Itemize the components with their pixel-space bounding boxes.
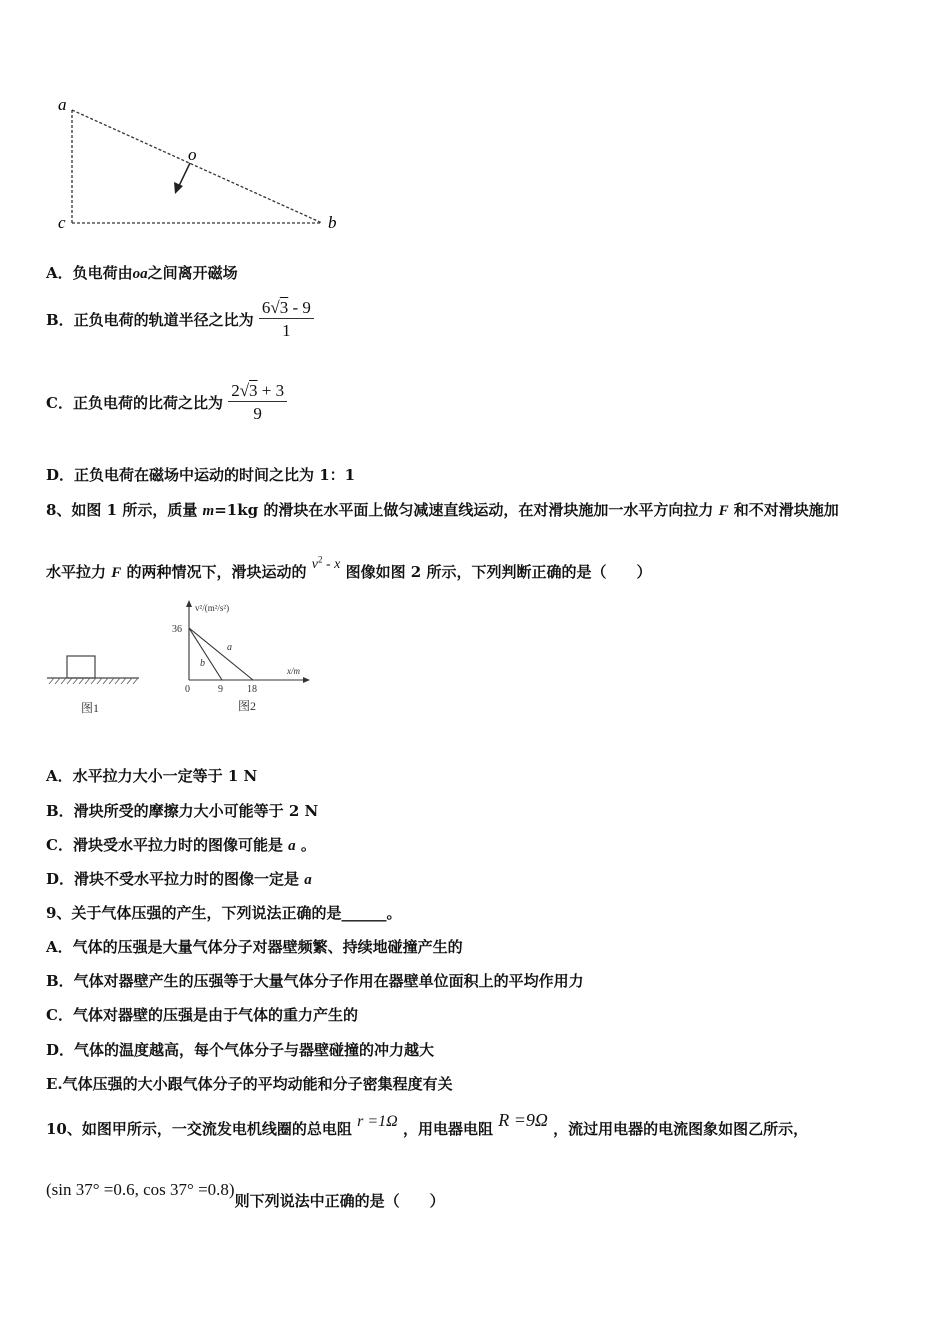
tick-0: 0: [185, 684, 190, 695]
y-axis-label: v²/(m²/s²): [195, 603, 230, 613]
tick-18: 18: [247, 684, 257, 695]
line-a: [189, 628, 253, 680]
triangle-figure: [50, 88, 350, 238]
q7-option-b: B．正负电荷的轨道半径之比为 $\frac{6√3 - 9}{1}$: [46, 298, 314, 341]
q8-option-c: C．滑块受水平拉力时的图像可能是 a 。: [46, 836, 316, 854]
q8-stem-line1: 8、如图 1 所示，质量 m=1kg 的滑块在水平面上做匀减速直线运动，在对滑块施加一水平方向拉力 F 和不对滑块施加: [46, 501, 839, 519]
R-formula: R =9Ω: [498, 1110, 548, 1130]
q9-stem: 9、关于气体压强的产生，下列说法正确的是______。: [46, 904, 402, 922]
q9-option-b: B．气体对器壁产生的压强等于大量气体分子作用在器壁单位面积上的平均作用力: [46, 972, 584, 990]
x-axis-label: x/m: [287, 666, 300, 676]
q8-stem-line2: 水平拉力 F 的两种情况下，滑块运动的 $v^2$ - x 图像如图 2 所示，下列判断正确的是（ ）: [46, 554, 652, 581]
block-figure: [45, 650, 145, 718]
q9-option-a: A．气体的压强是大量气体分子对器壁频繁、持续地碰撞产生的: [46, 938, 463, 956]
label-b: b: [328, 213, 337, 232]
q7-option-c: C．正负电荷的比荷之比为 $\frac{2√3 + 3}{9}$: [46, 381, 287, 424]
q10-stem-line2: (sin 37° =0.6, cos 37° =0.8)则下列说法中正确的是（ ）: [46, 1180, 445, 1210]
line-b-label: b: [200, 658, 205, 669]
q9-option-e: E.气体压强的大小跟气体分子的平均动能和分子密集程度有关: [46, 1075, 453, 1093]
q10-stem-line1: 10、如图甲所示，一交流发电机线圈的总电阻 r =1Ω ，用电器电阻 R =9Ω ，流过用电器的电流图象如图乙所示，: [46, 1110, 809, 1138]
fraction-b: $\frac{6√3 - 9}{1}$: [259, 298, 314, 341]
q8-option-a: A．水平拉力大小一定等于 1 N: [46, 767, 258, 785]
v2x-graph: [165, 598, 315, 720]
label-a: a: [58, 95, 67, 114]
v2-x-formula: $v^2$ - x: [311, 554, 341, 572]
trig-formula: (sin 37° =0.6, cos 37° =0.8): [46, 1180, 235, 1199]
label-c: c: [58, 213, 66, 232]
fig2-caption: 图2: [238, 699, 257, 713]
q9-option-d: D．气体的温度越高，每个气体分子与器壁碰撞的冲力越大: [46, 1041, 435, 1059]
line-a-label: a: [227, 642, 232, 653]
q7-option-d: D．正负电荷在磁场中运动的时间之比为 1：1: [46, 466, 356, 484]
fig1-caption: 图1: [81, 701, 100, 715]
line-b: [189, 628, 222, 680]
q8-option-b: B．滑块所受的摩擦力大小可能等于 2 N: [46, 802, 319, 820]
tick-36: 36: [172, 624, 182, 635]
tick-9: 9: [218, 684, 223, 695]
label-o: o: [188, 145, 197, 164]
q8-option-d: D．滑块不受水平拉力时的图像一定是 a: [46, 870, 312, 888]
fraction-c: $\frac{2√3 + 3}{9}$: [228, 381, 287, 424]
r-formula: r =1Ω: [357, 1113, 398, 1130]
q9-option-c: C．气体对器壁的压强是由于气体的重力产生的: [46, 1006, 358, 1024]
q7-option-a: A．负电荷由oa之间离开磁场: [46, 264, 238, 282]
